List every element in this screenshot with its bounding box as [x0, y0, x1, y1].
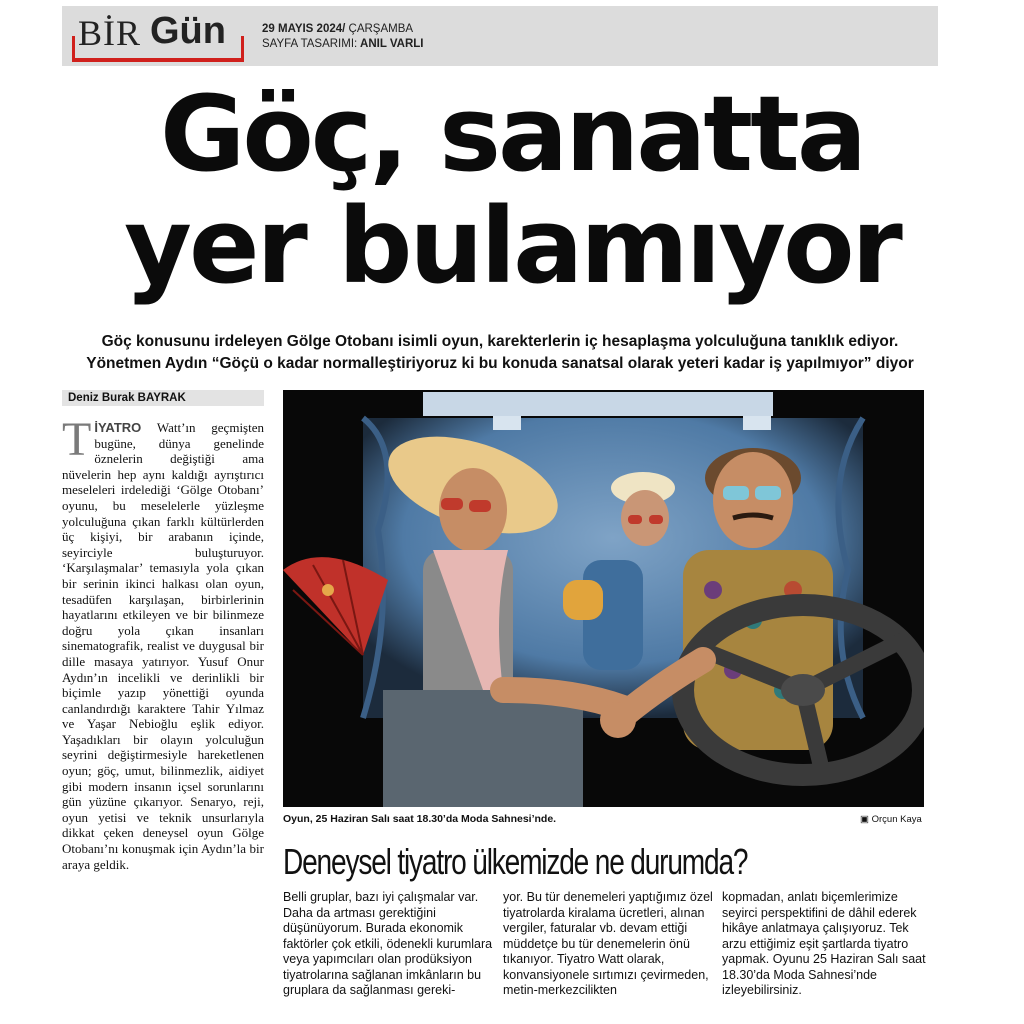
deck — [62, 331, 938, 375]
photo-credit — [860, 814, 922, 825]
photo-caption: Oyun, 25 Haziran Salı saat 18.30’da Moda Sahnesi’nde. — [283, 813, 557, 825]
deck-line-1: Göç konusunu irdeleyen Gölge Otobanı isimli oyun, karekterlerin iç hesaplaşma yolculuğuna tanıklık ediyor. — [101, 333, 899, 350]
logo-underline — [72, 58, 244, 62]
deck-line-2: Yönetmen Aydın “Göçü o kadar normalleştiriyoruz ki bu konuda sanatsal olarak yeteri kadar iş yapılmıyor” diyor — [86, 355, 914, 372]
logo-bracket-right — [241, 36, 244, 62]
answer-column-1: Belli gruplar, bazı iyi çalışmalar var. Daha da artması gerektiğini düşünüyorum. Burada ekonomik faktörler çok etkili, ödenekli kurumlara veya yapımcıları olan prodüksiyon tiyatrolarına sağlanan imkânların bu gruplara da sağlanması gereki- — [283, 890, 493, 997]
stage-banner — [423, 392, 773, 416]
logo-bir-text: BİR — [78, 13, 142, 53]
stage-photo-illustration — [283, 390, 924, 807]
lead-article-column — [62, 413, 264, 872]
lead-word: İYATRO — [94, 420, 142, 435]
lead-body-text: Watt’ın geçmişten bugüne, dünya genelinde öznelerin değiştiği ama nüvelerin hep aynı kaldığı ayrıştırıcı meseleleri irdelediği ‘Gölge Otobanı’ oyunu, bu meselelerle yüzleşme yolculuğuna çıkan farklı kültürlerden üç kişiyi, bir arabanın içinde, seyirciyle buluşturuyor. ‘Karşılaşmalar’ temasıyla yola çıkan bir serinin ikinci halkası olan oyun, tesadüfen karşılaşan, birbirlerinin hayatlarını etkileyen ve bir bilinmeze doğru yola çıkan insanları sinematografik, realist ve duygusal bir dille masaya yatırıyor. Yusuf Onur Aydın’ın incelikli ve derinlikli bir biçimle yazıp yönettiği oyunda canlandırdığı karaktere Tahir Yılmaz ve Yaşar Nebioğlu eşlik ediyor. Yaşadıkları bir olayın yolculuğun seyrini değiştirmesiyle hareketlenen oyun; göç, umut, bilinmezlik, aidiyet gibi modern insanın içsel sorunlarını gün yüzüne çıkarıyor. Senaryo, reji, oyun yetisi ve teknik unsurlarıyla dikkat çeken deneysel oyun Gölge Otobanı’nı konuşmak için Aydın’la bir araya geldik. — [62, 420, 264, 872]
design-label: SAYFA TASARIMI: — [262, 38, 358, 50]
designer-name: ANIL VARLI — [360, 38, 424, 50]
logo-gun-text: Gün — [150, 10, 226, 52]
photo-credit-name: Orçun Kaya — [871, 814, 922, 825]
headline-line-1: Göç, sanatta — [159, 73, 865, 195]
byline: Deniz Burak BAYRAK — [62, 390, 264, 406]
dateline — [262, 22, 423, 52]
logo-bracket-left — [72, 36, 75, 62]
headline-line-2: yer bulamıyor — [124, 185, 900, 307]
issue-weekday: ÇARŞAMBA — [348, 23, 414, 35]
answer-column-2: yor. Bu tür denemeleri yaptığımız özel tiyatrolarda kiralama ücretleri, alınan vergiler, faturalar vb. devam ettiği müddetçe bu tür denemelerin önü tıkanıyor. Tiyatro Watt olarak, konvansiyonele sırtımızı çevirmeden, metin-merkezcilikten — [503, 890, 713, 997]
issue-date: 29 MAYIS 2024/ — [262, 23, 346, 35]
masthead — [62, 6, 938, 66]
headline — [0, 73, 1024, 307]
drop-cap: T — [62, 413, 92, 466]
birgun-logo[interactable] — [72, 12, 242, 56]
stage-photo[interactable] — [283, 390, 924, 807]
camera-icon: ▣ — [860, 814, 869, 825]
interview-subhead: Deneysel tiyatro ülkemizde ne durumda? — [283, 841, 748, 882]
answer-column-3: kopmadan, anlatı biçemlerimize seyirci perspektifini de dâhil ederek hikâye anlatmaya çalışıyoruz. Tek arzu ettiğimiz eşit şartlarda tiyatro yapmak. Oyunu 25 Haziran Salı saat 18.30’da Moda Sahnesi’nde izleyebilirsiniz. — [722, 890, 926, 997]
